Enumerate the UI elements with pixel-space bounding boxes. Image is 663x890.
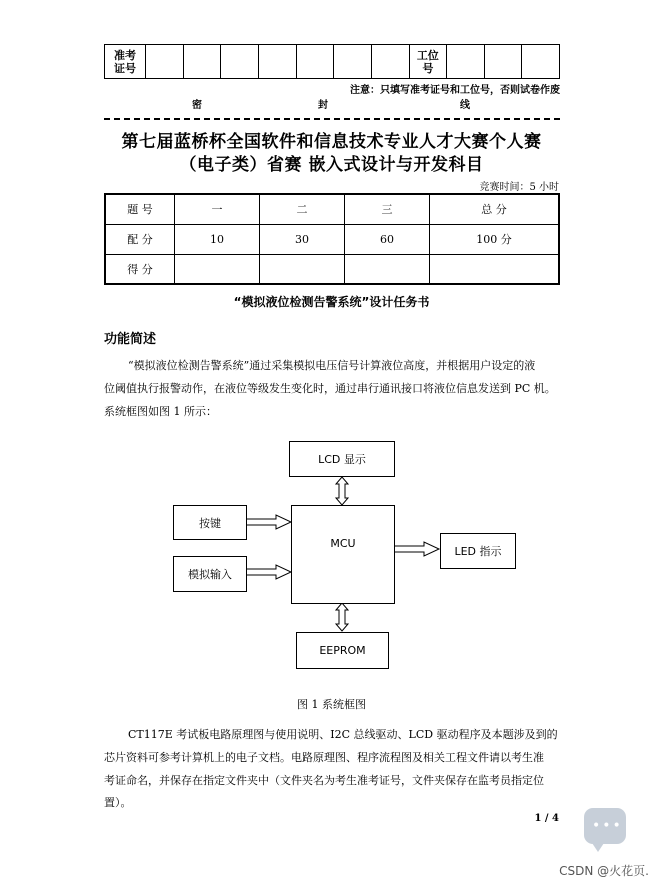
fill-notice: 注意：只填写准考证号和工位号，否则试卷作废 [350,85,560,96]
points-cell: 100 分 [430,224,560,254]
lcd-display-box: LCD 显示 [289,441,395,477]
intro-line: 系统框图如图 1 所示： [104,405,217,418]
points-label: 配 分 [105,224,175,254]
exam-title-line2: （电子类）省赛 嵌入式设计与开发科目 [179,155,484,175]
body-line: 芯片资料可参考计算机上的电子文档。电路原理图、程序流程图及相关工程文件请以考生准 [104,751,544,764]
points-cell: 10 [175,224,260,254]
exam-title-line1: 第七届蓝桥杯全国软件和信息技术专业人才大赛个人赛 [121,132,542,152]
points-cell: 60 [345,224,430,254]
id-digit-cell [372,45,410,79]
points-cell: 30 [260,224,345,254]
id-digit-cell [296,45,334,79]
score-header-cell: 题 号 [105,194,175,224]
seal-char-xian: 线 [460,100,470,111]
seal-char-mi: 密 [192,100,202,111]
score-label: 得 分 [105,254,175,284]
analog-input-box: 模拟输入 [173,556,247,592]
id-digit-cell [259,45,297,79]
score-header-cell: 二 [260,194,345,224]
candidate-id-label: 准考 证号 [105,45,146,79]
id-digit-cell [221,45,259,79]
id-digit-cell [183,45,221,79]
id-digit-cell [146,45,184,79]
body-line: 考证命名，并保存在指定文件夹中（文件夹名为考生准考证号，文件夹保存在监考员指定位 [104,774,544,787]
score-cell [175,254,260,284]
page-number: 1 / 4 [534,813,559,824]
seat-number-label: 工位 号 [409,45,446,79]
led-box: LED 指示 [440,533,516,569]
seat-digit-cell [484,45,522,79]
mcu-eeprom-arrow [336,603,348,631]
analog-mcu-arrow [246,565,291,579]
mcu-label: MCU [330,537,356,550]
key-box: 按键 [173,505,247,540]
body-line: CT117E 考试板电路原理图与使用说明、I2C 总线驱动、LCD 驱动程序及本题涉及到的 [128,728,558,741]
score-cell [260,254,345,284]
score-header-cell: 三 [345,194,430,224]
seat-digit-cell [446,45,484,79]
lcd-mcu-arrow [336,477,348,505]
seal-dashed-line [104,118,560,120]
score-header-cell: 一 [175,194,260,224]
seat-digit-cell [522,45,560,79]
intro-line: “模拟液位检测告警系统”通过采集模拟电压信号计算液位高度，并根据用户设定的液 [128,359,536,372]
figure-caption: 图 1 系统框图 [297,698,366,711]
chat-bubble-icon[interactable]: ••• [584,808,626,844]
candidate-id-table [104,44,560,79]
intro-line: 位阈值执行报警动作，在液位等级发生变化时，通过串行通讯接口将液位信息发送到 PC 机。 [104,382,556,395]
score-table [104,193,560,285]
mcu-led-arrow [393,542,439,556]
id-digit-cell [334,45,372,79]
key-mcu-arrow [246,515,291,529]
csdn-watermark: CSDN @火花页. [559,864,649,878]
exam-duration: 竞赛时间：5 小时 [479,182,559,193]
seal-char-feng: 封 [318,100,328,111]
score-cell [430,254,560,284]
score-cell [345,254,430,284]
section-heading: 功能简述 [104,332,157,347]
mcu-box [291,505,395,604]
eeprom-box: EEPROM [296,632,389,669]
body-line: 置）。 [104,796,132,809]
task-title: “模拟液位检测告警系统”设计任务书 [233,295,430,309]
score-header-cell: 总 分 [430,194,560,224]
